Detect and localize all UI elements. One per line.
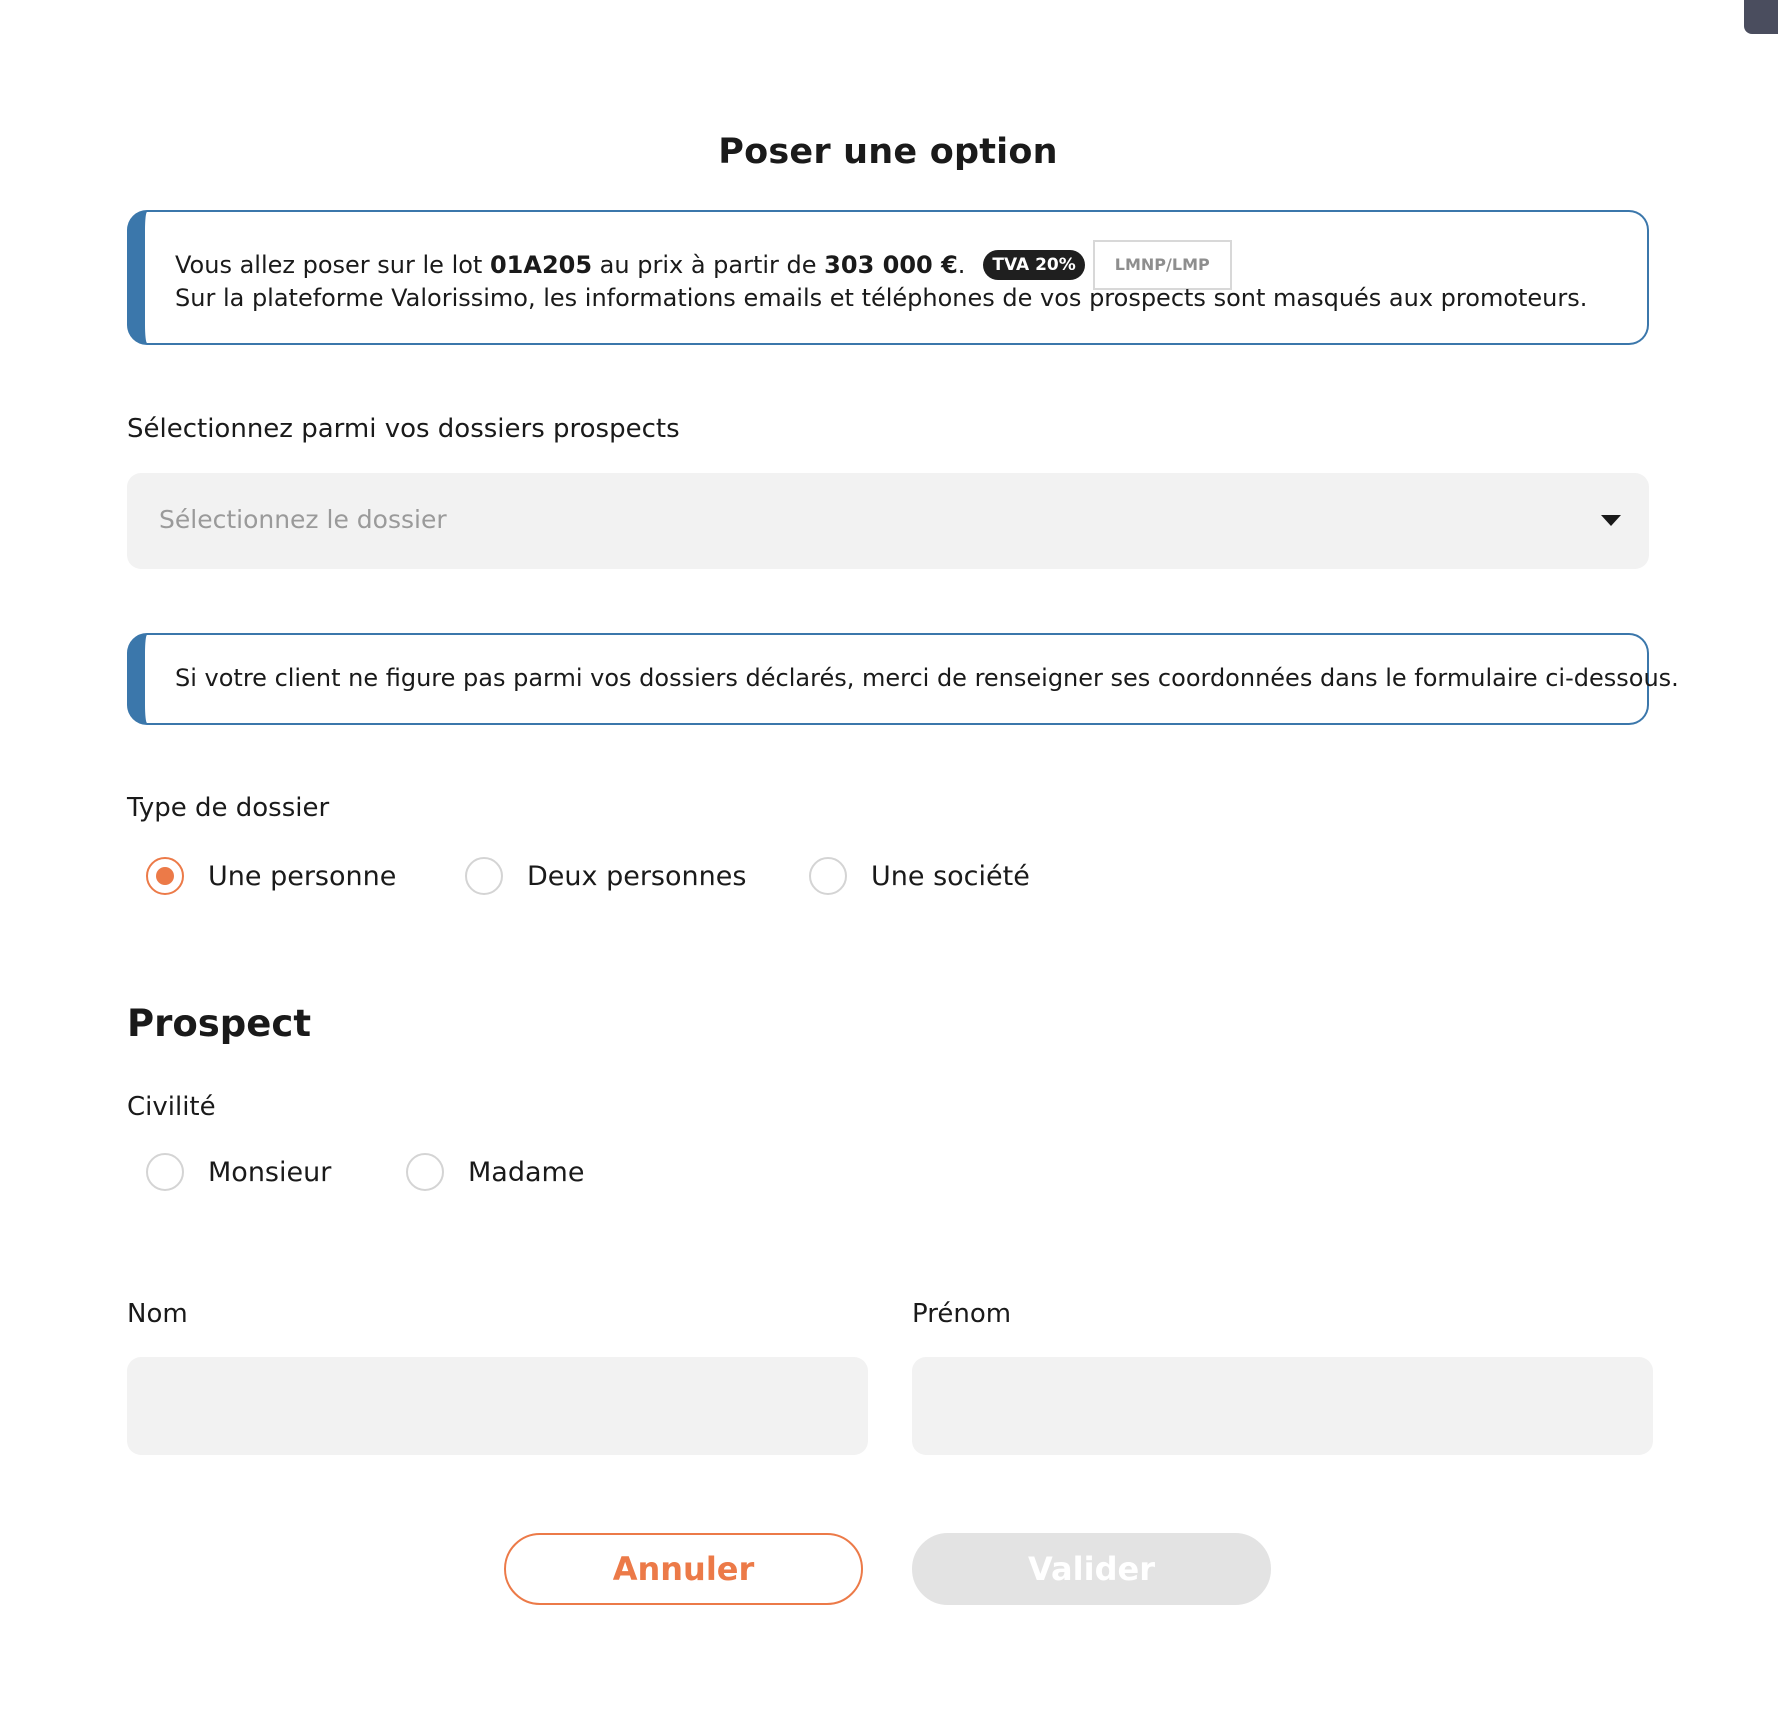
- radio-label: Monsieur: [208, 1156, 332, 1188]
- lmnp-badge: LMNP/LMP: [1093, 240, 1232, 290]
- lot-info-line: [175, 240, 1232, 290]
- tva-badge: TVA 20%: [983, 250, 1084, 280]
- radio-unchecked-icon[interactable]: [465, 857, 503, 895]
- dossier-select-placeholder: Sélectionnez le dossier: [159, 505, 447, 534]
- radio-unchecked-icon[interactable]: [809, 857, 847, 895]
- civilite-label: Civilité: [127, 1092, 216, 1122]
- radio-label: Une société: [871, 860, 1030, 892]
- nom-input[interactable]: [127, 1357, 868, 1455]
- period-text: .: [957, 251, 966, 279]
- price-intro-text: au prix à partir de: [592, 251, 825, 279]
- radio-label: Une personne: [208, 860, 397, 892]
- radio-unchecked-icon[interactable]: [406, 1153, 444, 1191]
- radio-monsieur[interactable]: [146, 1153, 331, 1191]
- client-info-text: Si votre client ne figure pas parmi vos dossiers déclarés, merci de renseigner ses coordonnées dans le formulaire ci-dessous.: [175, 664, 1679, 692]
- lot-number: 01A205: [489, 251, 593, 279]
- window-corner-tab[interactable]: [1744, 0, 1778, 34]
- prenom-label: Prénom: [912, 1299, 1012, 1329]
- radio-madame[interactable]: [406, 1153, 584, 1191]
- lot-info-box: [127, 210, 1649, 345]
- lot-price: 303 000 €: [824, 251, 958, 279]
- chevron-down-icon[interactable]: [1601, 515, 1621, 526]
- modal-title: Poser une option: [718, 132, 1058, 172]
- client-info-box: [127, 633, 1679, 725]
- cancel-button[interactable]: Annuler: [504, 1533, 863, 1605]
- radio-une-personne[interactable]: [146, 857, 396, 895]
- privacy-info-text: Sur la plateforme Valorissimo, les informations emails et téléphones de vos prospects sont masqués aux promoteurs.: [175, 284, 1588, 312]
- radio-une-societe[interactable]: [809, 857, 1030, 895]
- type-dossier-label: Type de dossier: [127, 793, 330, 823]
- nom-label: Nom: [127, 1299, 188, 1329]
- prospect-heading: Prospect: [127, 1002, 312, 1045]
- dossier-select-label: Sélectionnez parmi vos dossiers prospects: [127, 414, 680, 444]
- radio-checked-icon[interactable]: [146, 857, 184, 895]
- lot-intro-text: Vous allez poser sur le lot: [175, 251, 490, 279]
- radio-label: Deux personnes: [527, 860, 747, 892]
- lot-info-text: [175, 251, 965, 279]
- radio-label: Madame: [468, 1156, 585, 1188]
- radio-unchecked-icon[interactable]: [146, 1153, 184, 1191]
- radio-deux-personnes[interactable]: [465, 857, 746, 895]
- validate-button[interactable]: Valider: [912, 1533, 1271, 1605]
- prenom-input[interactable]: [912, 1357, 1653, 1455]
- dossier-select[interactable]: [127, 473, 1649, 569]
